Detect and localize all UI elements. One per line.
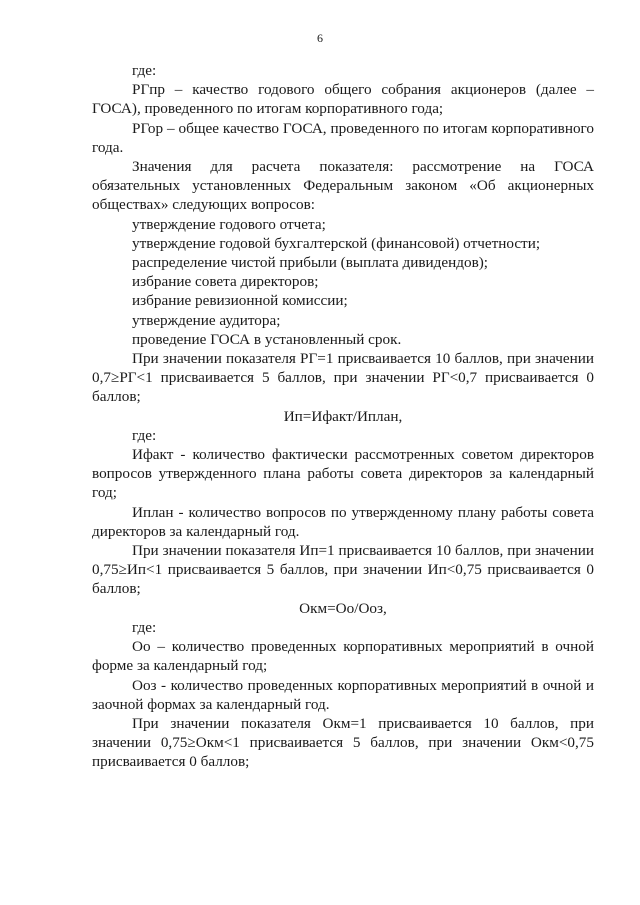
formula-line: Окм=Оо/Ооз, bbox=[299, 599, 387, 617]
paragraph: утверждение годового отчета; bbox=[132, 215, 326, 233]
document-body bbox=[92, 61, 594, 772]
paragraph: При значении показателя РГ=1 присваивается 10 баллов, при значении 0,7≥РГ<1 присваивается 5 баллов, при значении РГ<0,7 присваивается 0 баллов; bbox=[92, 350, 594, 406]
paragraph: утверждение годовой бухгалтерской (финансовой) отчетности; bbox=[132, 234, 541, 252]
page-number: 6 bbox=[317, 31, 323, 45]
formula-line: Ип=Ифакт/Иплан, bbox=[283, 407, 403, 425]
paragraph: избрание ревизионной комиссии; bbox=[132, 292, 348, 310]
paragraph: где: bbox=[132, 426, 157, 444]
paragraph: избрание совета директоров; bbox=[132, 273, 319, 291]
paragraph: где: bbox=[132, 62, 157, 79]
paragraph: Ооз - количество проведенных корпоративных мероприятий в очной и заочной формах за календарный год. bbox=[92, 676, 594, 713]
paragraph: При значении показателя Окм=1 присваивается 10 баллов, при значении 0,75≥Окм<1 присваивается 5 баллов, при значении Окм<0,75 присваивается 0 баллов; bbox=[92, 714, 594, 771]
paragraph: РГор – общее качество ГОСА, проведенного по итогам корпоративного года. bbox=[92, 119, 594, 156]
paragraph: утверждение аудитора; bbox=[132, 311, 281, 329]
paragraph: где: bbox=[132, 618, 157, 636]
paragraph: проведение ГОСА в установленный срок. bbox=[132, 330, 402, 348]
paragraph: РГпр – качество годового общего собрания акционеров (далее – ГОСА), проведенного по итогам корпоративного года; bbox=[92, 81, 594, 118]
paragraph: При значении показателя Ип=1 присваивается 10 баллов, при значении 0,75≥Ип<1 присваивается 5 баллов, при значении Ип<0,75 присваивается 0 баллов; bbox=[92, 542, 594, 598]
paragraph: Оо – количество проведенных корпоративных мероприятий в очной форме за календарный год; bbox=[92, 638, 594, 675]
paragraph: Значения для расчета показателя: рассмотрение на ГОСА обязательных установленных Федеральным законом «Об акционерных обществах» следующих вопросов: bbox=[92, 158, 594, 214]
paragraph: Ифакт - количество фактически рассмотренных советом директоров вопросов утвержденного плана работы совета директоров за календарный год; bbox=[92, 446, 594, 502]
paragraph: распределение чистой прибыли (выплата дивидендов); bbox=[132, 254, 489, 272]
paragraph: Иплан - количество вопросов по утвержденному плану работы совета директоров за календарный год. bbox=[92, 503, 594, 540]
